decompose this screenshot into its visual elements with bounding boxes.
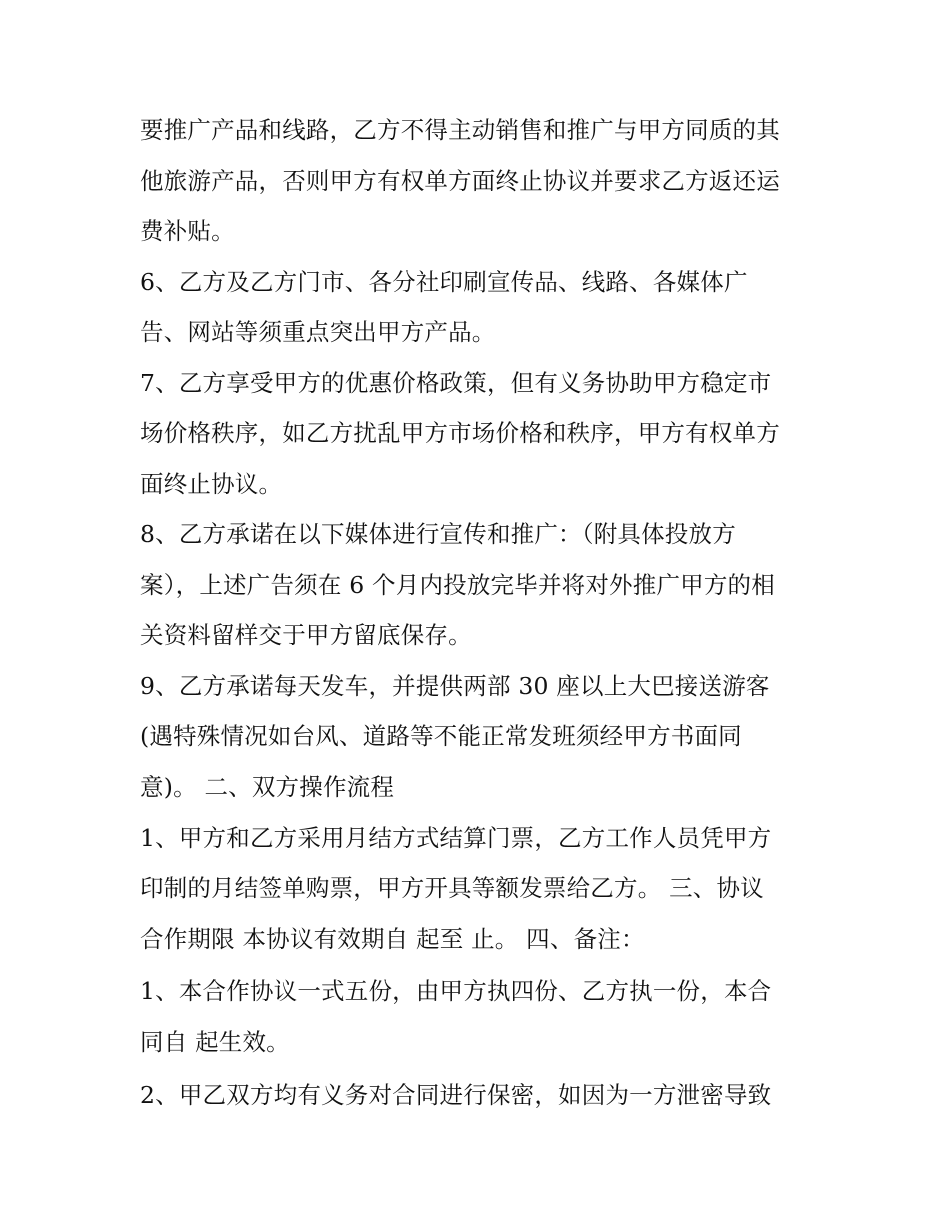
- text-line: 1、甲方和乙方采用月结方式结算门票，乙方工作人员凭甲方: [140, 824, 772, 852]
- text-line: 7、乙方享受甲方的优惠价格政策，但有义务协助甲方稳定市: [140, 369, 772, 397]
- text-line: 8、乙方承诺在以下媒体进行宣传和推广：（附具体投放方: [140, 520, 736, 548]
- text-line: 1、本合作协议一式五份，由甲方执四份、乙方执一份，本合: [140, 977, 772, 1005]
- text-line: 案），上述广告须在 6 个月内投放完毕并将对外推广甲方的相: [140, 571, 775, 599]
- text-line: 意)。 二、双方操作流程: [140, 773, 395, 801]
- text-line: 费补贴。: [140, 217, 235, 245]
- text-line: 印制的月结签单购票，甲方开具等额发票给乙方。 三、协议: [140, 874, 764, 902]
- text-line: (遇特殊情况如台风、道路等不能正常发班须经甲方书面同: [140, 722, 742, 750]
- text-line: 要推广产品和线路，乙方不得主动销售和推广与甲方同质的其: [140, 116, 780, 144]
- text-line: 9、乙方承诺每天发车，并提供两部 30 座以上大巴接送游客: [140, 672, 770, 700]
- text-line: 关资料留样交于甲方留底保存。: [140, 621, 472, 649]
- text-line: 面终止协议。: [140, 470, 283, 498]
- text-line: 2、甲乙双方均有义务对合同进行保密，如因为一方泄密导致: [140, 1081, 772, 1109]
- text-line: 场价格秩序，如乙方扰乱甲方市场价格和秩序，甲方有权单方: [140, 419, 780, 447]
- text-line: 告、网站等须重点突出甲方产品。: [140, 318, 496, 346]
- text-line: 他旅游产品，否则甲方有权单方面终止协议并要求乙方返还运: [140, 167, 780, 195]
- text-line: 同自 起生效。: [140, 1028, 290, 1056]
- text-line: 6、乙方及乙方门市、各分社印刷宣传品、线路、各媒体广: [140, 268, 748, 296]
- text-line: 合作期限 本协议有效期自 起至 止。 四、备注：: [140, 925, 645, 953]
